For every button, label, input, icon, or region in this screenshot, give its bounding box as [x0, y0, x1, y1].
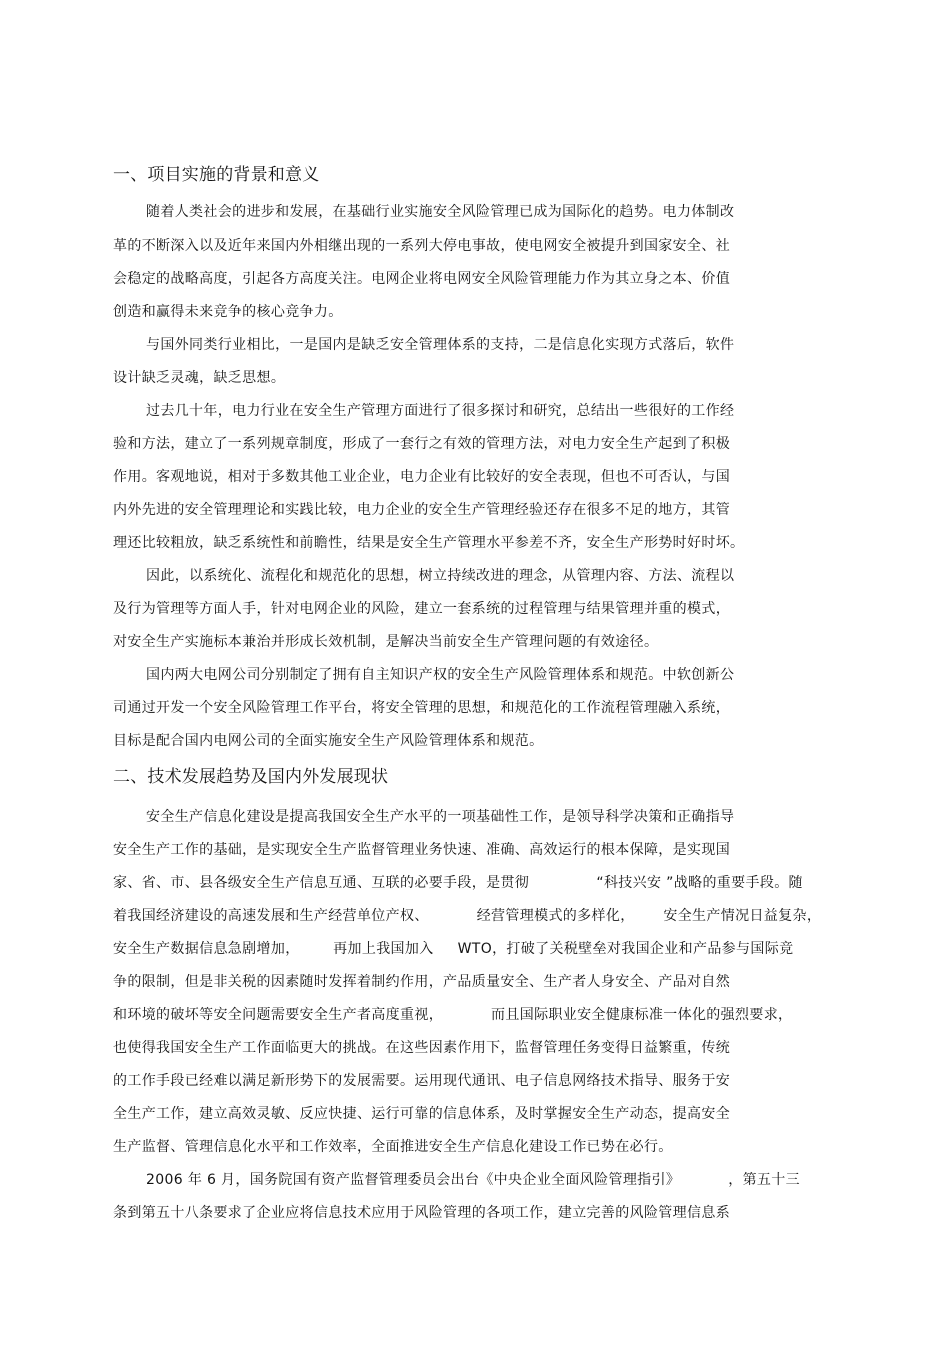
paragraph-line: 也使得我国安全生产工作面临更大的挑战。在这些因素作用下，监督管理任务变得日益繁重，传统 — [113, 1040, 731, 1056]
paragraph-line: 验和方法，建立了一系列规章制度，形成了一套行之有效的管理方法，对电力安全生产起到了积极 — [113, 436, 731, 452]
paragraph-line: 随着人类社会的进步和发展，在基础行业实施安全风险管理已成为国际化的趋势。电力体制改 — [146, 204, 735, 220]
paragraph-line: 全生产工作，建立高效灵敏、反应快捷、运行可靠的信息体系，及时掌握安全生产动态，提高安全 — [113, 1106, 731, 1122]
paragraph-line: 安全生产工作的基础，是实现安全生产监督管理业务快速、准确、高效运行的根本保障，是实现国 — [113, 842, 731, 858]
paragraph-line: 革的不断深入以及近年来国内外相继出现的一系列大停电事故，使电网安全被提升到国家安全、社 — [113, 238, 731, 254]
section-2-heading: 二、技术发展趋势及国内外发展现状 — [113, 767, 389, 787]
paragraph-line: 设计缺乏灵魂，缺乏思想。 — [113, 370, 286, 386]
paragraph-line: 司通过开发一个安全风险管理工作平台，将安全管理的思想，和规范化的工作流程管理融入系统， — [113, 700, 731, 716]
paragraph-line: 与国外同类行业相比，一是国内是缺乏安全管理体系的支持，二是信息化实现方式落后，软件 — [146, 337, 735, 353]
paragraph-line: 创造和赢得未来竞争的核心竞争力。 — [113, 304, 343, 320]
paragraph-line: 着我国经济建设的高速发展和生产经营单位产权、 经营管理模式的多样化， 安全生产情况日益复杂， — [113, 908, 822, 924]
paragraph-line: 生产监督、管理信息化水平和工作效率，全面推进安全生产信息化建设工作已势在必行。 — [113, 1139, 673, 1155]
paragraph-line: 理还比较粗放，缺乏系统性和前瞻性，结果是安全生产管理水平参差不齐，安全生产形势时好时坏。 — [113, 535, 745, 551]
paragraph-line: 对安全生产实施标本兼治并形成长效机制，是解决当前安全生产管理问题的有效途径。 — [113, 634, 659, 650]
paragraph-line: 过去几十年，电力行业在安全生产管理方面进行了很多探讨和研究，总结出一些很好的工作经 — [146, 403, 735, 419]
paragraph-line: 及行为管理等方面人手，针对电网企业的风险，建立一套系统的过程管理与结果管理并重的模式， — [113, 601, 731, 617]
paragraph-line: 2006 年 6 月，国务院国有资产监督管理委员会出台《中央企业全面风险管理指引》 ，第五十三 — [146, 1172, 800, 1188]
paragraph-line: 作用。客观地说，相对于多数其他工业企业，电力企业有比较好的安全表现，但也不可否认，与国 — [113, 469, 731, 485]
paragraph-line: 家、省、市、县各级安全生产信息互通、互联的必要手段，是贯彻 “科技兴安 ”战略的重要手段。随 — [113, 875, 803, 891]
paragraph-line: 安全生产数据信息急剧增加， 再加上我国加入 WTO，打破了关税壁垒对我国企业和产品参与国际竞 — [113, 941, 794, 957]
paragraph-line: 内外先进的安全管理理论和实践比较，电力企业的安全生产管理经验还存在很多不足的地方，其管 — [113, 502, 731, 518]
paragraph-line: 国内两大电网公司分别制定了拥有自主知识产权的安全生产风险管理体系和规范。中软创新公 — [146, 667, 735, 683]
paragraph-line: 争的限制，但是非关税的因素随时发挥着制约作用，产品质量安全、生产者人身安全、产品对自然 — [113, 974, 731, 990]
section-1-heading: 一、项目实施的背景和意义 — [113, 165, 320, 185]
paragraph-line: 会稳定的战略高度，引起各方高度关注。电网企业将电网安全风险管理能力作为其立身之本、价值 — [113, 271, 731, 287]
paragraph-line: 目标是配合国内电网公司的全面实施安全生产风险管理体系和规范。 — [113, 733, 544, 749]
paragraph-line: 因此，以系统化、流程化和规范化的思想，树立持续改进的理念，从管理内容、方法、流程以 — [146, 568, 735, 584]
paragraph-line: 的工作手段已经难以满足新形势下的发展需要。运用现代通讯、电子信息网络技术指导、服务于安 — [113, 1073, 731, 1089]
paragraph-line: 和环境的破坏等安全问题需要安全生产者高度重视， 而且国际职业安全健康标准一体化的强烈要求， — [113, 1007, 793, 1023]
paragraph-line: 条到第五十八条要求了企业应将信息技术应用于风险管理的各项工作，建立完善的风险管理信息系 — [113, 1205, 731, 1221]
paragraph-line: 安全生产信息化建设是提高我国安全生产水平的一项基础性工作，是领导科学决策和正确指导 — [146, 809, 735, 825]
